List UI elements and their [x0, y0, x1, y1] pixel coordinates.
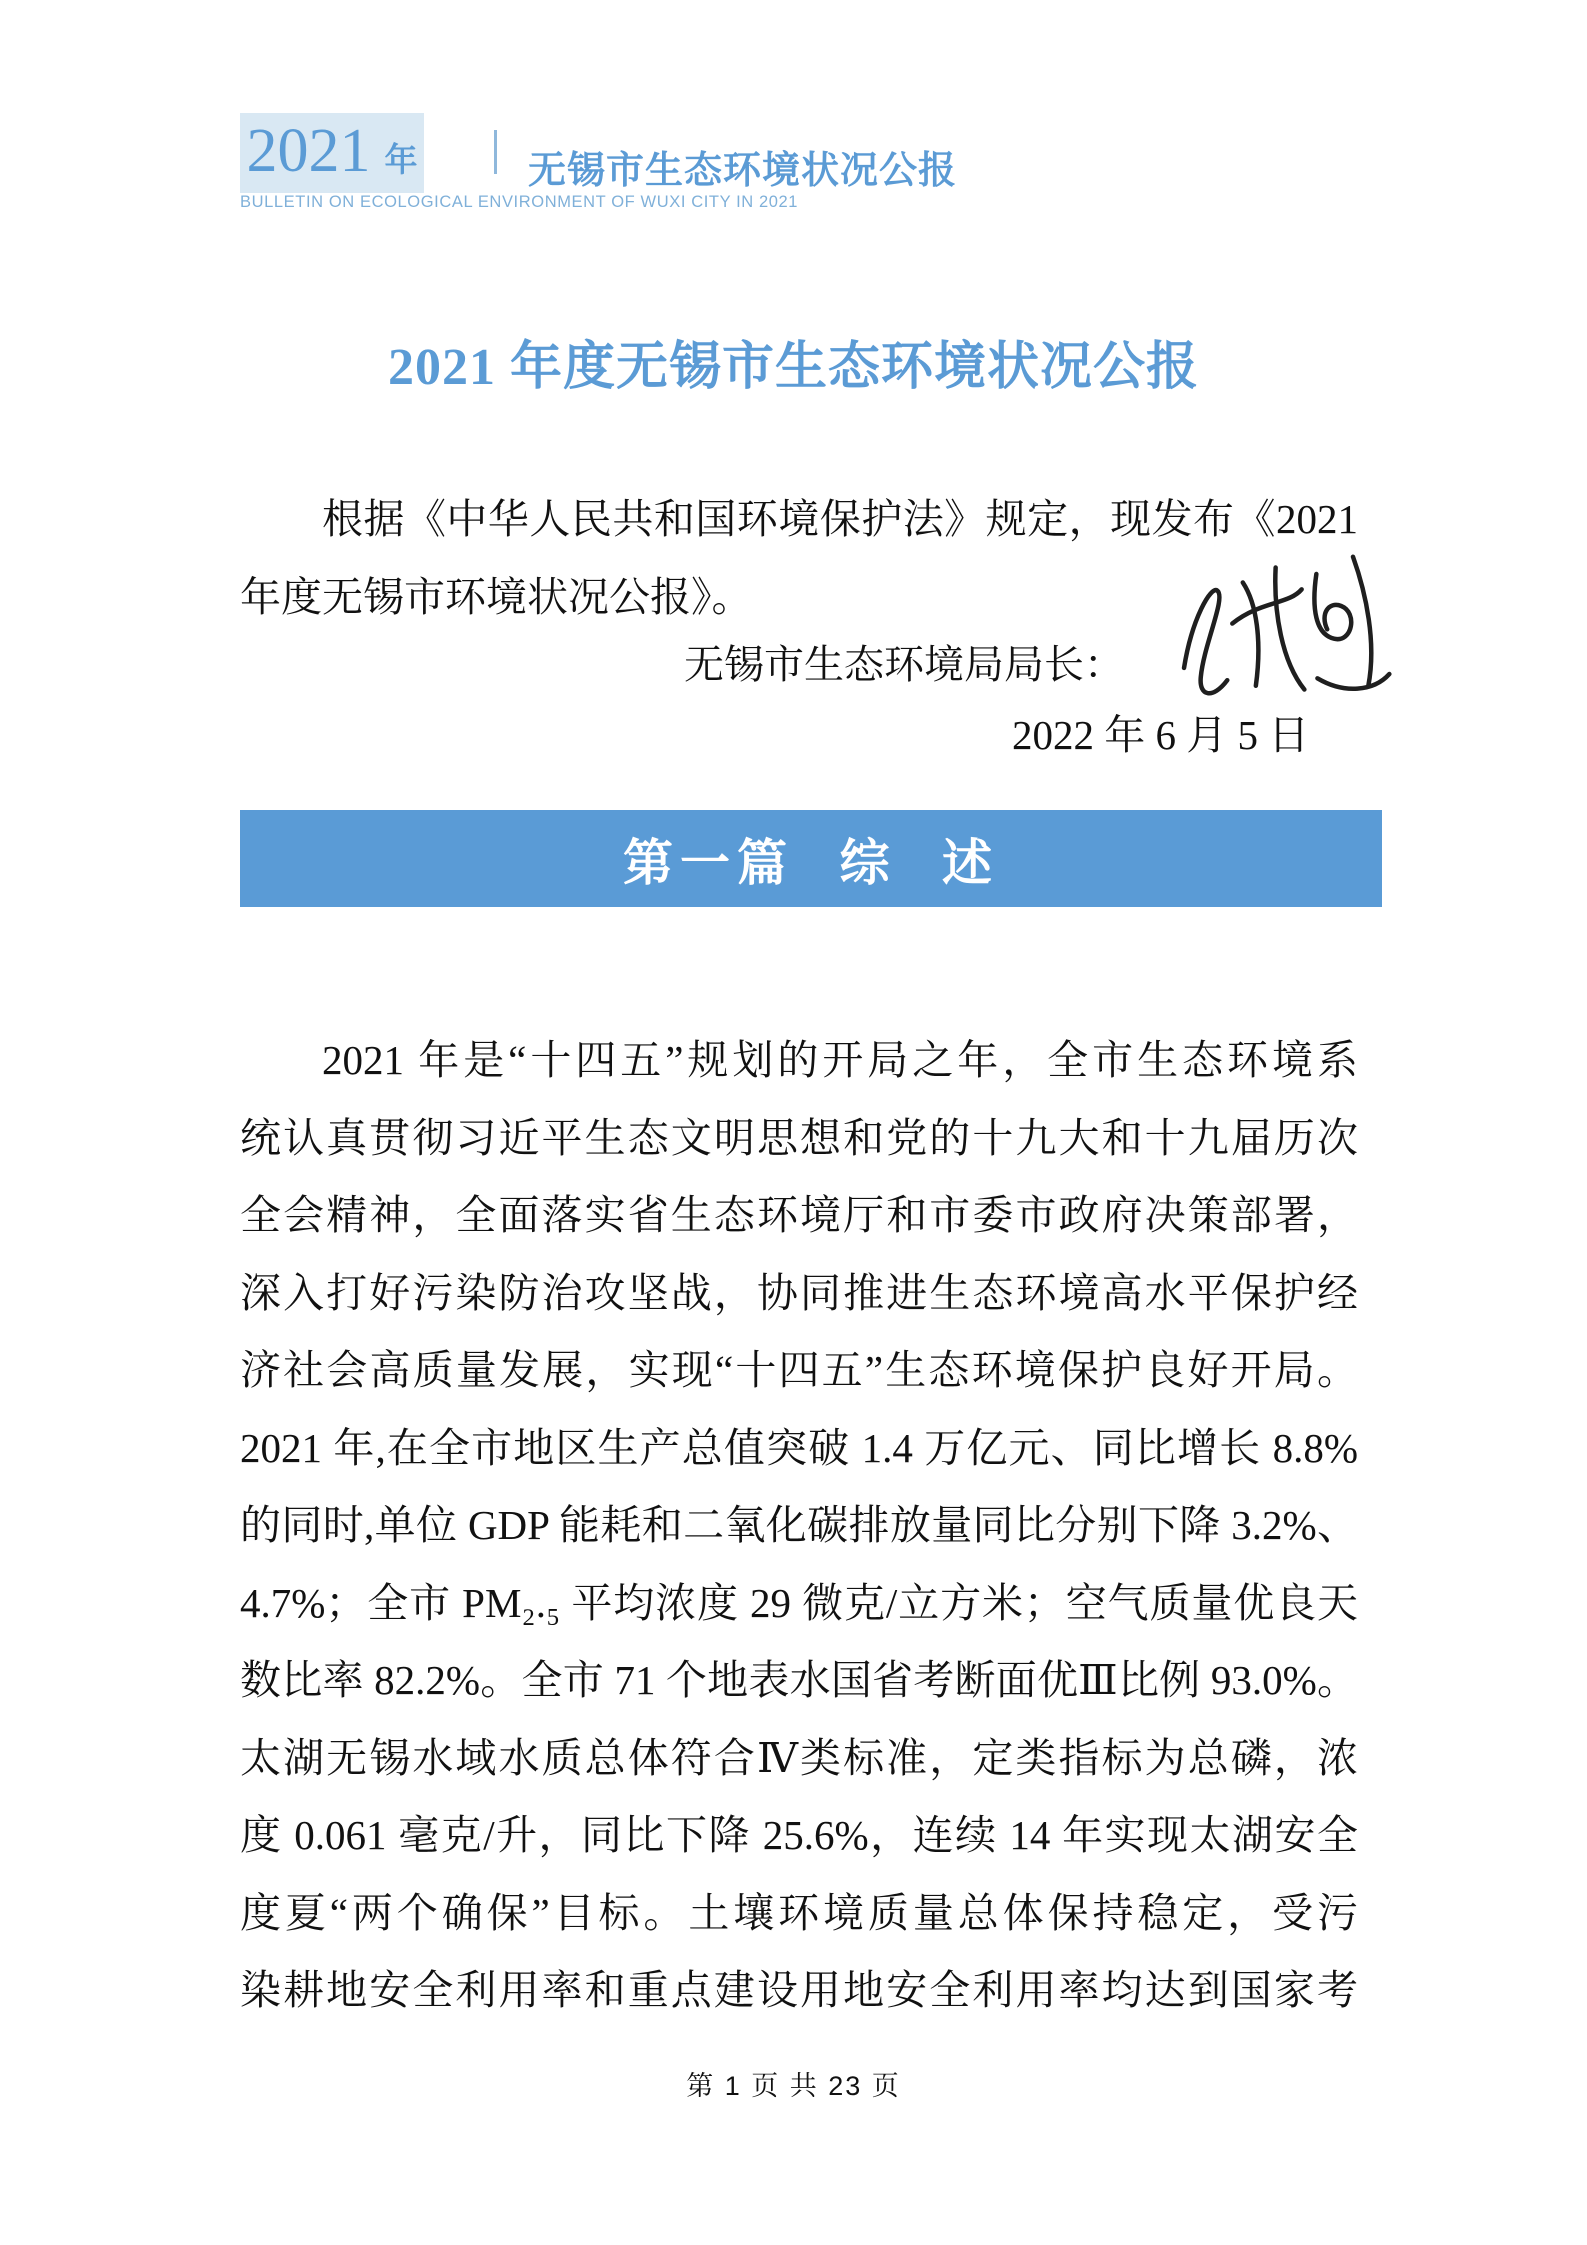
text-line: 2021 年,在全市地区生产总值突破 1.4 万亿元、同比增长 8.8% [240, 1424, 1358, 1471]
text-line: 度夏“两个确保”目标。土壤环境质量总体保持稳定，受污 [240, 1889, 1358, 1936]
text-line: 染耕地安全利用率和重点建设用地安全利用率均达到国家考 [240, 1967, 1358, 2013]
publish-date: 2022 年 6 月 5 日 [1012, 712, 1310, 758]
section-banner: 第一篇 综 述 [240, 810, 1382, 907]
text-line: 全会精神，全面落实省生态环境厅和市委市政府决策部署， [240, 1192, 1358, 1238]
text-line: 年度无锡市环境状况公报》。 [240, 574, 753, 620]
header-title-cn: 无锡市生态环境状况公报 [528, 150, 958, 192]
body-paragraph [240, 1022, 1358, 2030]
text-line: 统认真贯彻习近平生态文明思想和党的十九大和十九届历次 [240, 1114, 1358, 1161]
page-number-indicator: 第 1 页 共 23 页 [686, 2071, 901, 2101]
text-line: 2021 年是“十四五”规划的开局之年，全市生态环境系 [322, 1037, 1358, 1083]
header-year-highlight [240, 113, 424, 193]
text-line: 度 0.061 毫克/升，同比下降 25.6%，连续 14 年实现太湖安全 [240, 1812, 1358, 1858]
signer-label: 无锡市生态环境局局长： [684, 642, 1124, 687]
header-title-en: BULLETIN ON ECOLOGICAL ENVIRONMENT OF WUXI CITY IN 2021 [240, 193, 799, 211]
text-line: 根据《中华人民共和国环境保护法》规定，现发布《2021 [322, 496, 1358, 542]
text-line: 深入打好污染防治攻坚战，协同推进生态环境高水平保护经 [240, 1269, 1358, 1316]
page-title: 2021 年度无锡市生态环境状况公报 [387, 339, 1199, 396]
text-line: 太湖无锡水域水质总体符合Ⅳ类标准，定类指标为总磷，浓 [240, 1734, 1358, 1781]
text-line: 4.7%；全市 PM₂.₅ 平均浓度 29 微克/立方米；空气质量优良天 [240, 1579, 1358, 1626]
text-line: 数比率 82.2%。全市 71 个地表水国省考断面优Ⅲ比例 93.0%。 [240, 1657, 1358, 1703]
text-line: 的同时,单位 GDP 能耗和二氧化碳排放量同比分别下降 3.2%、 [240, 1502, 1358, 1548]
text-line: 济社会高质量发展，实现“十四五”生态环境保护良好开局。 [240, 1347, 1358, 1393]
header-separator-bar [494, 130, 497, 174]
header-year: 2021 [246, 117, 371, 185]
director-signature-icon [1156, 530, 1403, 728]
header-year-suffix: 年 [384, 143, 418, 179]
